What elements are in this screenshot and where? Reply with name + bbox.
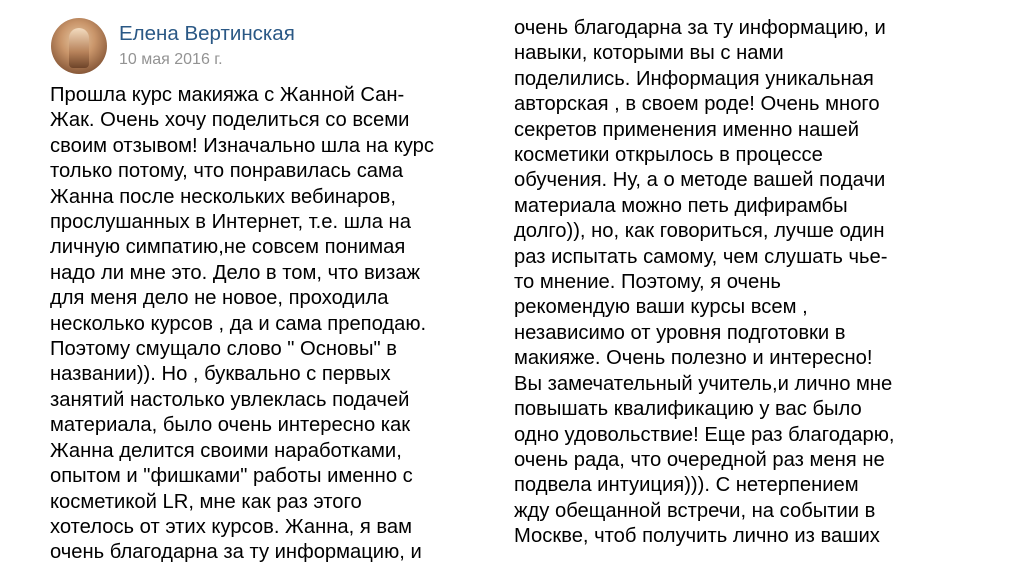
avatar[interactable] [51,18,107,74]
post-date[interactable]: 10 мая 2016 г. [119,51,223,68]
avatar-figure [69,28,89,68]
post-right-panel [505,0,1010,568]
post-text-part-2: очень благодарна за ту информацию, и навыки, которыми вы с нами поделились. Информация уникальная авторская , в своем роде! Очень много секретов применения именно нашей косметики открылось в процессе обучения. Ну, а о методе вашей подачи материала можно петь дифирамбы долго)), но, как говориться, лучше один раз испытать самому, чем слушать чье- то мнение. Поэтому, я очень рекомендую ваши курсы всем , независимо от уровня подготовки в макияже. Очень полезно и интересно! Вы замечательный учитель,и лично мне повышать квалификацию у вас было одно удовольствие! Еще раз благодарю, очень рада, что очередной раз меня не подвела интуиция))). С нетерпением жду обещанной встречи, на событии в Москве, чтоб получить лично из ваших [514,17,895,548]
author-name[interactable]: Елена Вертинская [119,22,295,45]
post-text-part-1: Прошла курс макияжа с Жанной Сан- Жак. Очень хочу поделиться со всеми своим отзывом! Изначально шла на курс только потому, что понравилась сама Жанна после нескольких вебинаров, прослушанных в Интернет, т.е. шла на личную симпатию,не совсем понимая надо ли мне это. Дело в том, что визаж для меня дело не новое, проходила несколько курсов , да и сама преподаю. Поэтому смущало слово " Основы" в названии)). Но , буквально с первых занятий настолько увлеклась подачей материала, было очень интересно как Жанна делится своими наработками, опытом и "фишками" работы именно с косметикой LR, мне как раз этого хотелось от этих курсов. Жанна, я вам очень благодарна за ту информацию, и [50,84,434,564]
